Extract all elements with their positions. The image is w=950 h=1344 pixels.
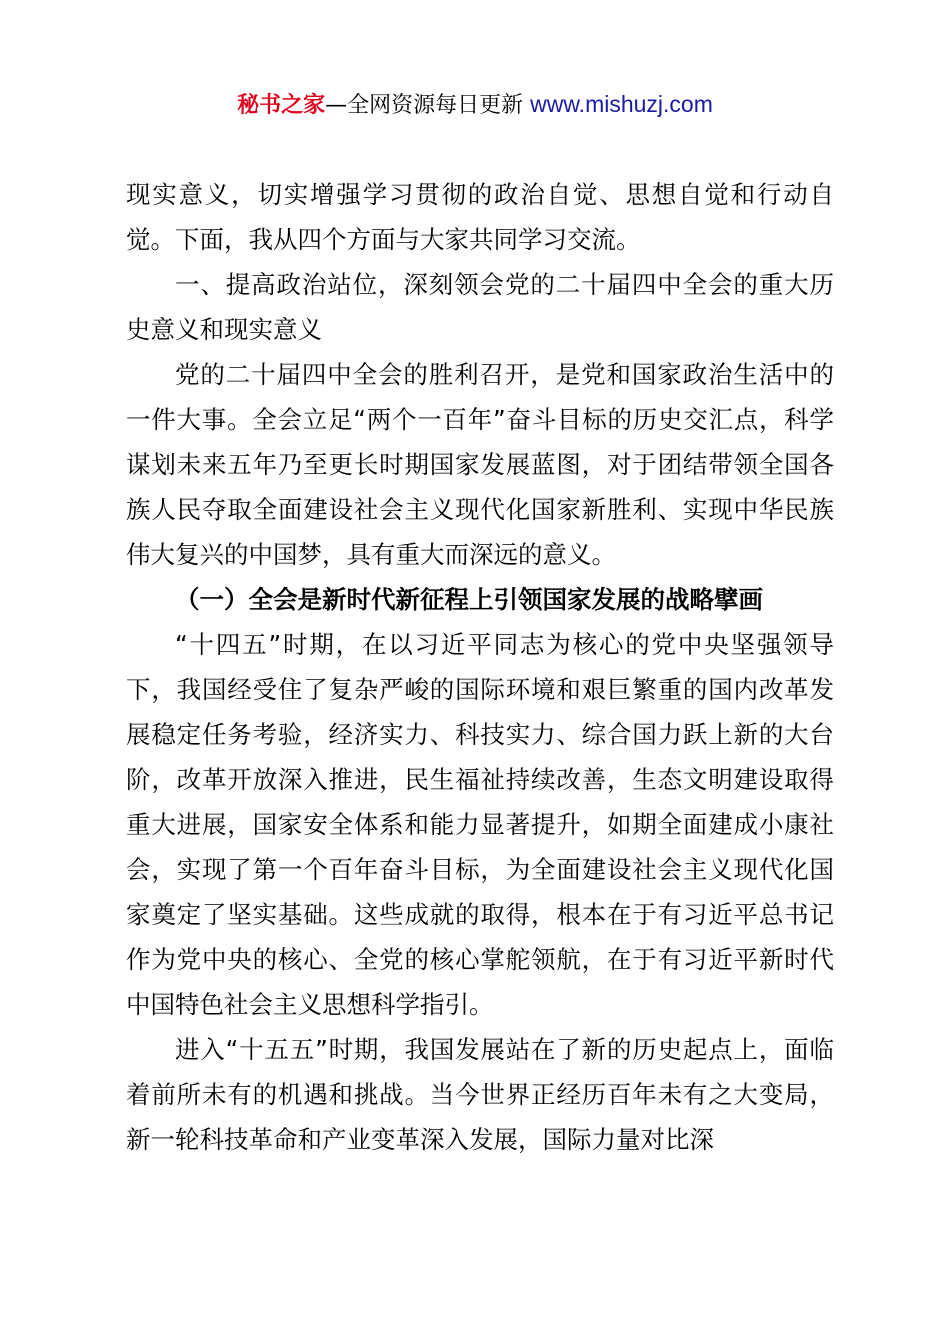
- subsection-heading-1: （一）全会是新时代新征程上引领国家发展的战略擘画: [175, 585, 763, 614]
- header-tagline: —全网资源每日更新: [325, 93, 531, 118]
- paragraph: 进入“十五五”时期，我国发展站在了新的历史起点上，面临着前所未有的机遇和挑战。当今世界正经历百年未有之大变局，新一轮科技革命和产业变革深入发展，国际力量对比深: [126, 1035, 834, 1154]
- paragraph: “十四五”时期，在以习近平同志为核心的党中央坚强领导下，我国经受住了复杂严峻的国际环境和艰巨繁重的国内改革发展稳定任务考验，经济实力、科技实力、综合国力跃上新的大台阶，改革开放深入推进，民生福祉持续改善，生态文明建设取得重大进展，国家安全体系和能力显著提升，如期全面建成小康社会，实现了第一个百年奋斗目标，为全面建设社会主义现代化国家奠定了坚实基础。这些成就的取得，根本在于有习近平总书记作为党中央的核心、全党的核心掌舵领航，在于有习近平新时代中国特色社会主义思想科学指引。: [126, 630, 834, 1019]
- paragraph-continuation: 现实意义，切实增强学习贯彻的政治自觉、思想自觉和行动自觉。下面，我从四个方面与大家共同学习交流。: [126, 180, 834, 254]
- brand-name: 秘书之家: [237, 93, 326, 118]
- site-url-link[interactable]: www.mishuzj.com: [530, 91, 713, 117]
- section-heading-1: 一、提高政治站位，深刻领会党的二十届四中全会的重大历史意义和现实意义: [126, 270, 834, 344]
- paragraph: 党的二十届四中全会的胜利召开，是党和国家政治生活中的一件大事。全会立足“两个一百年”奋斗目标的历史交汇点，科学谋划未来五年乃至更长时期国家发展蓝图，对于团结带领全国各族人民夺取全面建设社会主义现代化国家新胜利、实现中华民族伟大复兴的中国梦，具有重大而深远的意义。: [126, 360, 834, 569]
- document-body: [126, 172, 834, 1162]
- page-header: [0, 88, 950, 122]
